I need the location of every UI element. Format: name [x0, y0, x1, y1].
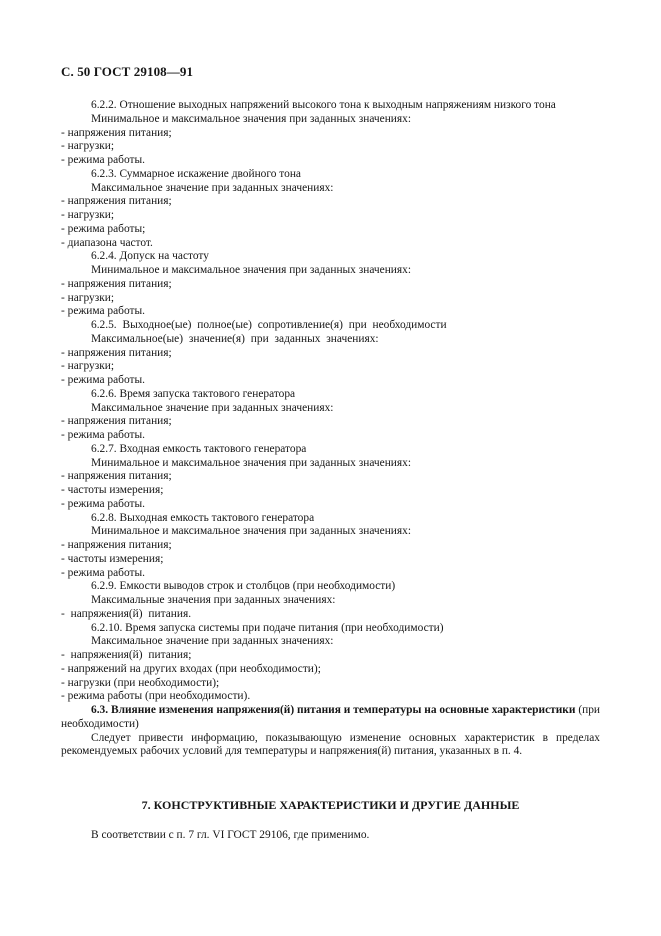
- clause-6-2-2-heading: 6.2.2. Отношение выходных напряжений высокого тона к выходным напряжениям низкого тона: [91, 99, 556, 111]
- list-item: - частоты измерения;: [61, 552, 164, 565]
- list-item: - нагрузки;: [61, 209, 114, 221]
- list-item: - напряжения питания;: [61, 126, 172, 139]
- list-item: - напряжения питания;: [61, 470, 172, 483]
- list-item: - режима работы.: [61, 429, 145, 441]
- list-item: - диапазона частот.: [61, 236, 153, 249]
- list-item: - нагрузки;: [61, 291, 114, 304]
- list-item: - режима работы;: [61, 222, 146, 235]
- clause-6-2-6-heading: 6.2.6. Время запуска тактового генератора: [91, 387, 296, 400]
- list-item: - режима работы (при необходимости).: [61, 690, 251, 703]
- list-item: - режима работы.: [61, 374, 145, 386]
- clause-6-3-heading: [61, 704, 600, 732]
- document-body: [61, 99, 600, 759]
- list-item: - частоты измерения;: [61, 484, 164, 496]
- clause-6-2-4-heading: 6.2.4. Допуск на частоту: [91, 250, 209, 263]
- list-item: - напряжения питания;: [61, 195, 172, 208]
- list-item: - напряжений на других входах (при необходимости);: [61, 662, 321, 675]
- clause-6-2-8-heading: 6.2.8. Выходная емкость тактового генератора: [91, 511, 315, 524]
- list-item: - нагрузки (при необходимости);: [61, 676, 220, 689]
- clause-6-3-note: (при необходимости): [61, 704, 600, 730]
- body-line: Минимальное и максимальное значения при заданных значениях:: [91, 264, 411, 276]
- page-header: С. 50 ГОСТ 29108—91: [61, 64, 194, 79]
- section-7-title: 7. КОНСТРУКТИВНЫЕ ХАРАКТЕРИСТИКИ И ДРУГИЕ ДАННЫЕ: [141, 798, 520, 812]
- list-item: - напряжения(й) питания.: [61, 607, 192, 620]
- body-line: Максимальное значение при заданных значениях:: [91, 401, 334, 414]
- clause-6-3-title: 6.3. Влияние изменения напряжения(й) питания и температуры на основные характеристики: [91, 704, 576, 716]
- list-item: - напряжения питания;: [61, 415, 172, 428]
- list-item: - режима работы.: [61, 566, 145, 579]
- list-item: - напряжения питания;: [61, 539, 172, 551]
- body-line: Минимальное и максимальное значения при заданных значениях:: [91, 525, 411, 538]
- clause-6-2-5-heading: 6.2.5. Выходное(ые) полное(ые) сопротивление(я) при необходимости: [91, 319, 447, 331]
- list-item: - напряжения питания;: [61, 277, 172, 290]
- body-line: Максимальное значение при заданных значениях:: [91, 181, 334, 194]
- body-line: Минимальное и максимальное значения при заданных значениях:: [91, 456, 411, 469]
- clause-6-2-10-heading: 6.2.10. Время запуска системы при подаче питания (при необходимости): [91, 621, 444, 634]
- list-item: - напряжения(й) питания;: [61, 649, 192, 661]
- list-item: - режима работы.: [61, 305, 145, 318]
- list-item: - нагрузки;: [61, 140, 114, 153]
- clause-6-2-7-heading: 6.2.7. Входная емкость тактового генератора: [91, 442, 307, 455]
- body-line: Максимальные значения при заданных значениях:: [91, 594, 336, 606]
- body-line: Максимальное(ые) значение(я) при заданных значениях:: [91, 332, 379, 345]
- body-line: Максимальное значение при заданных значениях:: [91, 635, 334, 648]
- list-item: - режима работы.: [61, 497, 145, 510]
- list-item: - напряжения питания;: [61, 346, 172, 359]
- clause-6-3-paragraph: Следует привести информацию, показывающую изменение основных характеристик в пределах рекомендуемых рабочих условий для температуры и напряжения(й) питания, указанных в п. 4.: [61, 731, 600, 758]
- clause-6-2-9-heading: 6.2.9. Емкости выводов строк и столбцов (при необходимости): [91, 580, 396, 593]
- list-item: - режима работы.: [61, 154, 145, 166]
- clause-6-2-3-heading: 6.2.3. Суммарное искажение двойного тона: [91, 167, 301, 180]
- body-line: Минимальное и максимальное значения при заданных значениях:: [91, 112, 411, 125]
- section-7-paragraph: В соответствии с п. 7 гл. VI ГОСТ 29106, где применимо.: [91, 829, 370, 841]
- list-item: - нагрузки;: [61, 360, 114, 373]
